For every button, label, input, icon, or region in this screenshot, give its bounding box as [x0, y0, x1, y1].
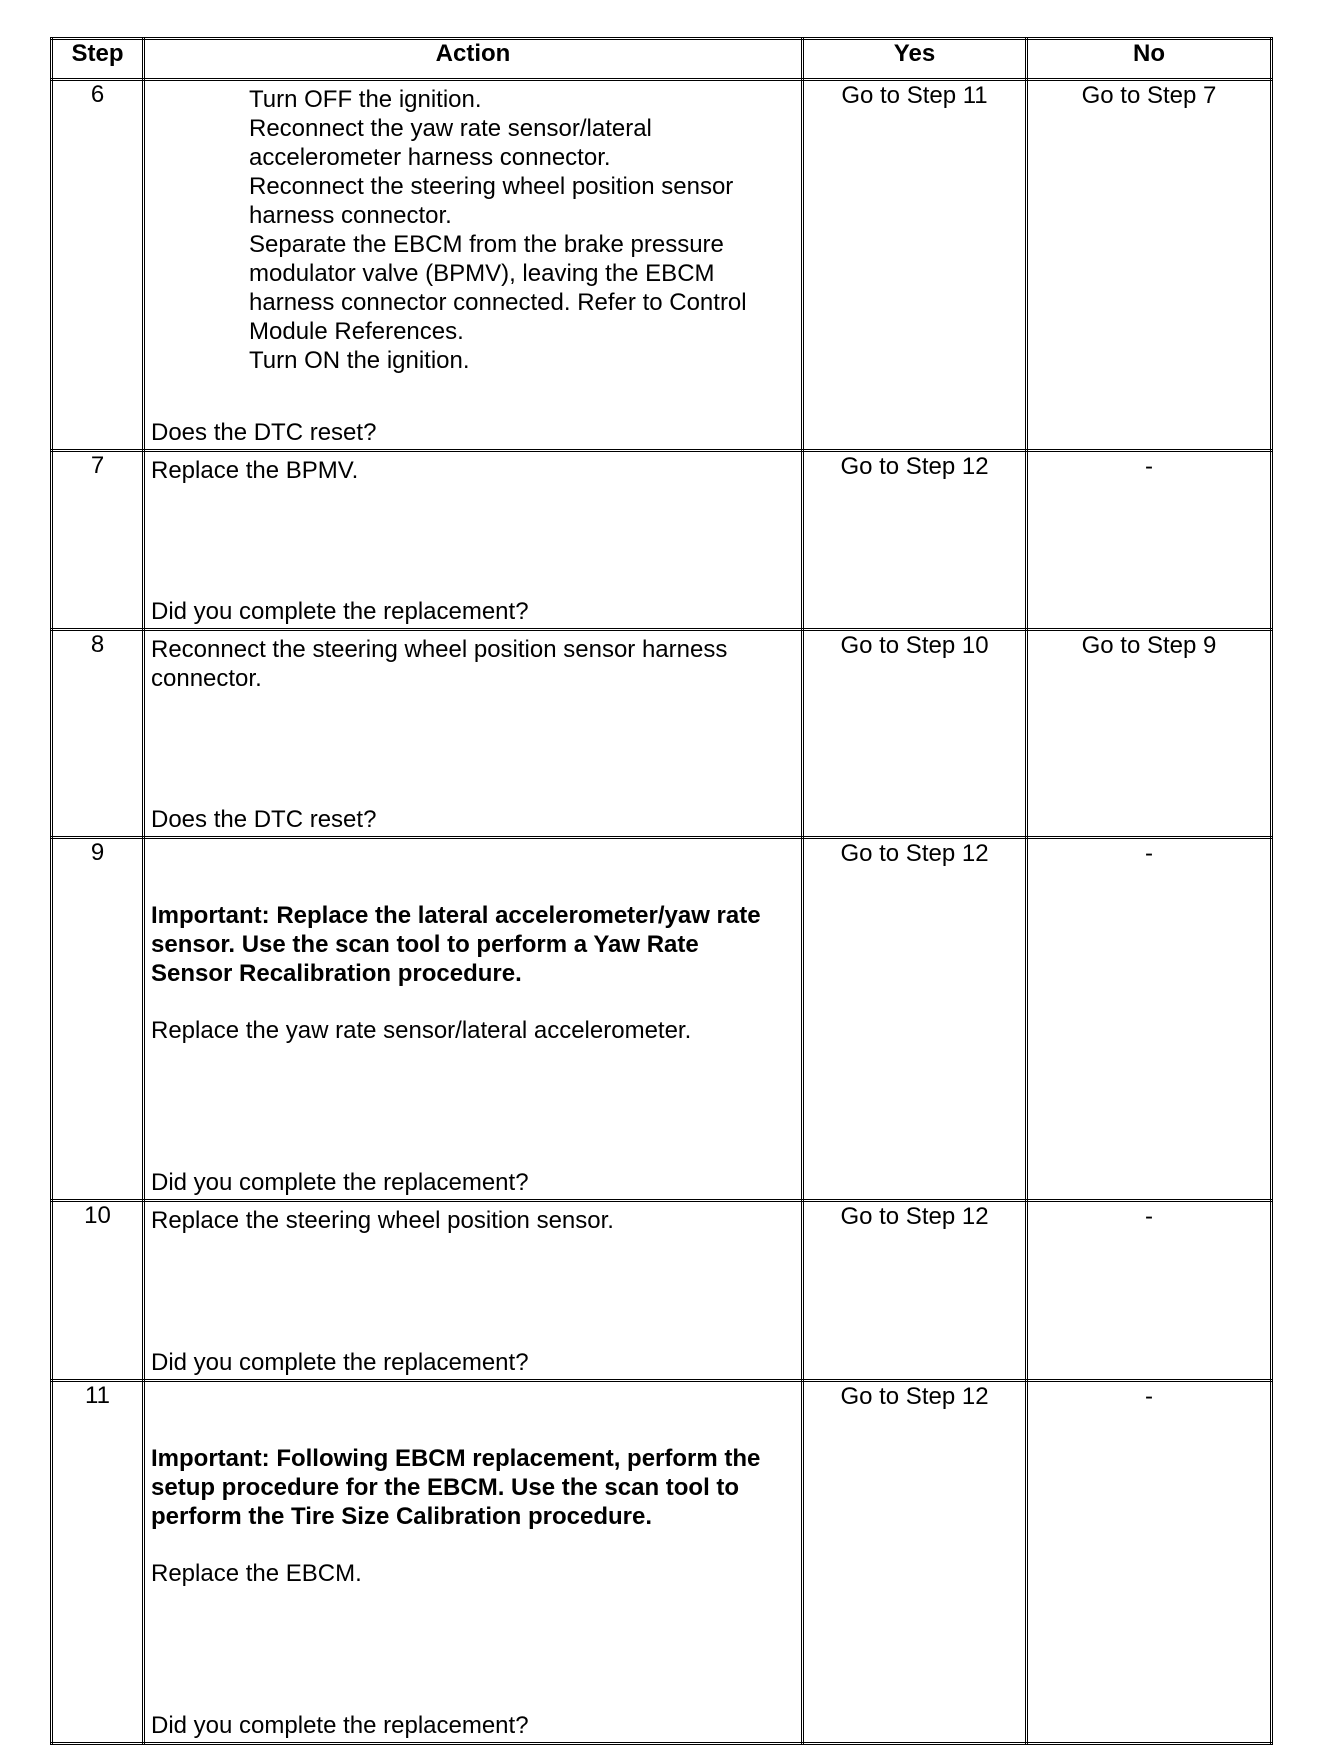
- action-instructions: [145, 452, 801, 485]
- action-line: Reconnect the steering wheel position sensor: [249, 173, 734, 200]
- diagnostic-table: [50, 37, 1273, 1745]
- action-line: Turn ON the ignition.: [249, 347, 470, 374]
- step-number: 7: [52, 451, 144, 630]
- action-line: Reconnect the yaw rate sensor/lateral: [249, 115, 652, 142]
- no-cell: -: [1027, 451, 1272, 630]
- important-note: [151, 1444, 795, 1531]
- action-line: Replace the steering wheel position sensor.: [151, 1207, 614, 1234]
- table-row: [52, 451, 1272, 630]
- no-cell: -: [1027, 1201, 1272, 1381]
- action-cell: [144, 451, 803, 630]
- action-line: accelerometer harness connector.: [249, 144, 611, 171]
- step-number: 8: [52, 630, 144, 838]
- action-cell: [144, 630, 803, 838]
- action-instructions: [145, 1382, 801, 1588]
- action-question: Does the DTC reset?: [151, 806, 377, 833]
- action-question: Did you complete the replacement?: [151, 1349, 529, 1376]
- step-number: 9: [52, 838, 144, 1201]
- no-cell: Go to Step 7: [1027, 80, 1272, 451]
- action-line: Reconnect the steering wheel position sensor harness: [151, 636, 728, 663]
- action-line: Separate the EBCM from the brake pressure: [249, 231, 724, 258]
- header-yes: Yes: [803, 39, 1027, 80]
- action-question: Did you complete the replacement?: [151, 1169, 529, 1196]
- yes-cell: Go to Step 12: [803, 1201, 1027, 1381]
- action-instructions: [145, 631, 801, 693]
- header-no: No: [1027, 39, 1272, 80]
- action-line: Turn OFF the ignition.: [249, 86, 482, 113]
- step-number: 11: [52, 1381, 144, 1744]
- action-line: harness connector.: [249, 202, 452, 229]
- action-cell: [144, 838, 803, 1201]
- step-number: 10: [52, 1201, 144, 1381]
- action-line: harness connector connected. Refer to Control: [249, 289, 747, 316]
- header-step: Step: [52, 39, 144, 80]
- action-cell: [144, 1201, 803, 1381]
- table-row: [52, 838, 1272, 1201]
- step-number: 6: [52, 80, 144, 451]
- header-action: Action: [144, 39, 803, 80]
- no-cell: -: [1027, 1381, 1272, 1744]
- important-line: Important: Following EBCM replacement, perform the: [151, 1445, 761, 1472]
- action-line: Module References.: [249, 318, 464, 345]
- table-row: [52, 1381, 1272, 1744]
- important-line: Sensor Recalibration procedure.: [151, 960, 522, 987]
- yes-cell: Go to Step 11: [803, 80, 1027, 451]
- table-row: [52, 80, 1272, 451]
- action-question: Did you complete the replacement?: [151, 1712, 529, 1739]
- yes-cell: Go to Step 12: [803, 451, 1027, 630]
- action-question: Did you complete the replacement?: [151, 598, 529, 625]
- action-line: Replace the EBCM.: [151, 1560, 362, 1587]
- action-instructions: [145, 1202, 801, 1235]
- yes-cell: Go to Step 10: [803, 630, 1027, 838]
- action-cell: [144, 1381, 803, 1744]
- header-row: [52, 39, 1272, 80]
- important-note: [151, 901, 795, 988]
- table-row: [52, 630, 1272, 838]
- important-line: perform the Tire Size Calibration procedure.: [151, 1503, 652, 1530]
- important-line: setup procedure for the EBCM. Use the scan tool to: [151, 1474, 740, 1501]
- action-line: connector.: [151, 665, 262, 692]
- action-line: Replace the yaw rate sensor/lateral accelerometer.: [151, 1017, 692, 1044]
- table-row: [52, 1201, 1272, 1381]
- yes-cell: Go to Step 12: [803, 838, 1027, 1201]
- action-line: Replace the BPMV.: [151, 457, 359, 484]
- action-instructions: [145, 839, 801, 1045]
- no-cell: Go to Step 9: [1027, 630, 1272, 838]
- yes-cell: Go to Step 12: [803, 1381, 1027, 1744]
- action-cell: [144, 80, 803, 451]
- action-line: modulator valve (BPMV), leaving the EBCM: [249, 260, 715, 287]
- no-cell: -: [1027, 838, 1272, 1201]
- action-question: Does the DTC reset?: [151, 419, 377, 446]
- important-line: sensor. Use the scan tool to perform a Yaw Rate: [151, 931, 699, 958]
- action-instructions: [145, 81, 801, 375]
- important-line: Important: Replace the lateral accelerometer/yaw rate: [151, 902, 761, 929]
